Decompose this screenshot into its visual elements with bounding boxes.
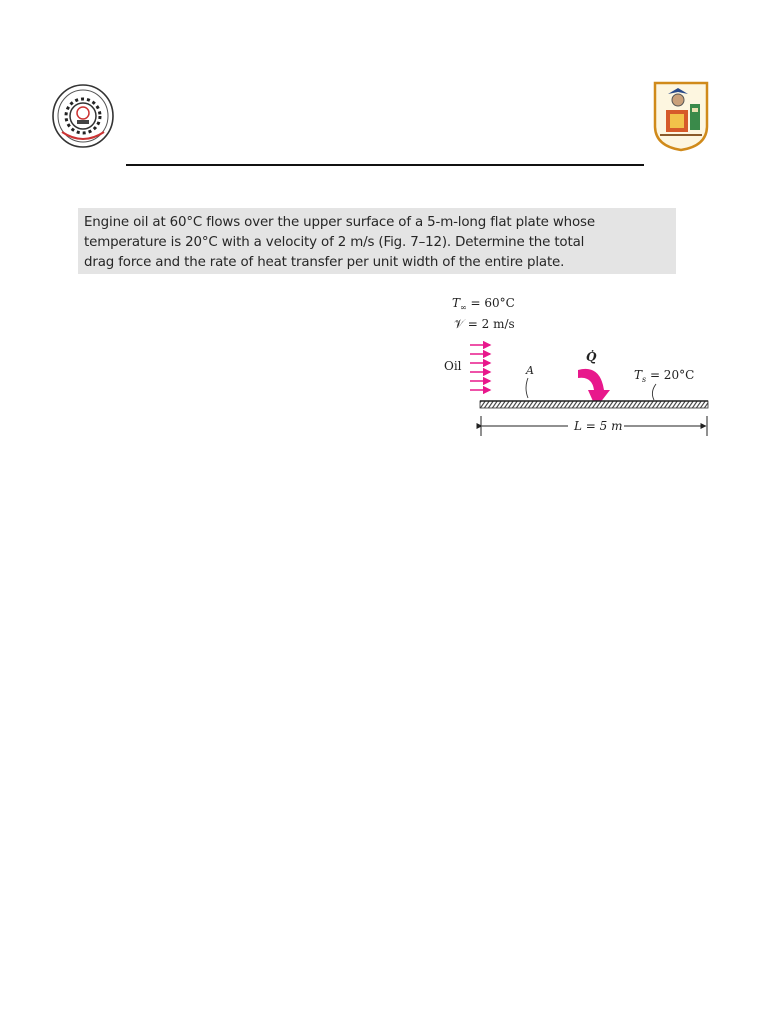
heat-transfer-label: Q̇ [586, 350, 597, 364]
free-stream-temperature: $T_\infty = 60^\circ C$ [452, 296, 515, 312]
problem-line: Engine oil at 60°C flows over the upper surface of a 5-m-long flat plate whose [84, 215, 595, 230]
length-label: L = 5 m [574, 419, 623, 433]
incoming-flow-arrows [470, 345, 490, 390]
problem-line: drag force and the rate of heat transfer per unit width of the entire plate. [84, 255, 565, 270]
flat-plate [480, 401, 708, 408]
surface-temperature: $T_s = 20^\circ C$ [634, 368, 695, 384]
problem-line: temperature is 20°C with a velocity of 2 m/s (Fig. 7–12). Determine the total [84, 235, 585, 250]
flat-plate-figure [438, 290, 718, 442]
header-divider [126, 164, 644, 166]
faculty-emblem-logo [652, 80, 710, 152]
free-stream-velocity: 𝒱 = 2 m/s [454, 317, 515, 331]
area-label: A [526, 364, 534, 377]
fluid-label: Oil [444, 359, 462, 373]
problem-statement [78, 208, 676, 274]
university-seal-logo [52, 84, 114, 148]
